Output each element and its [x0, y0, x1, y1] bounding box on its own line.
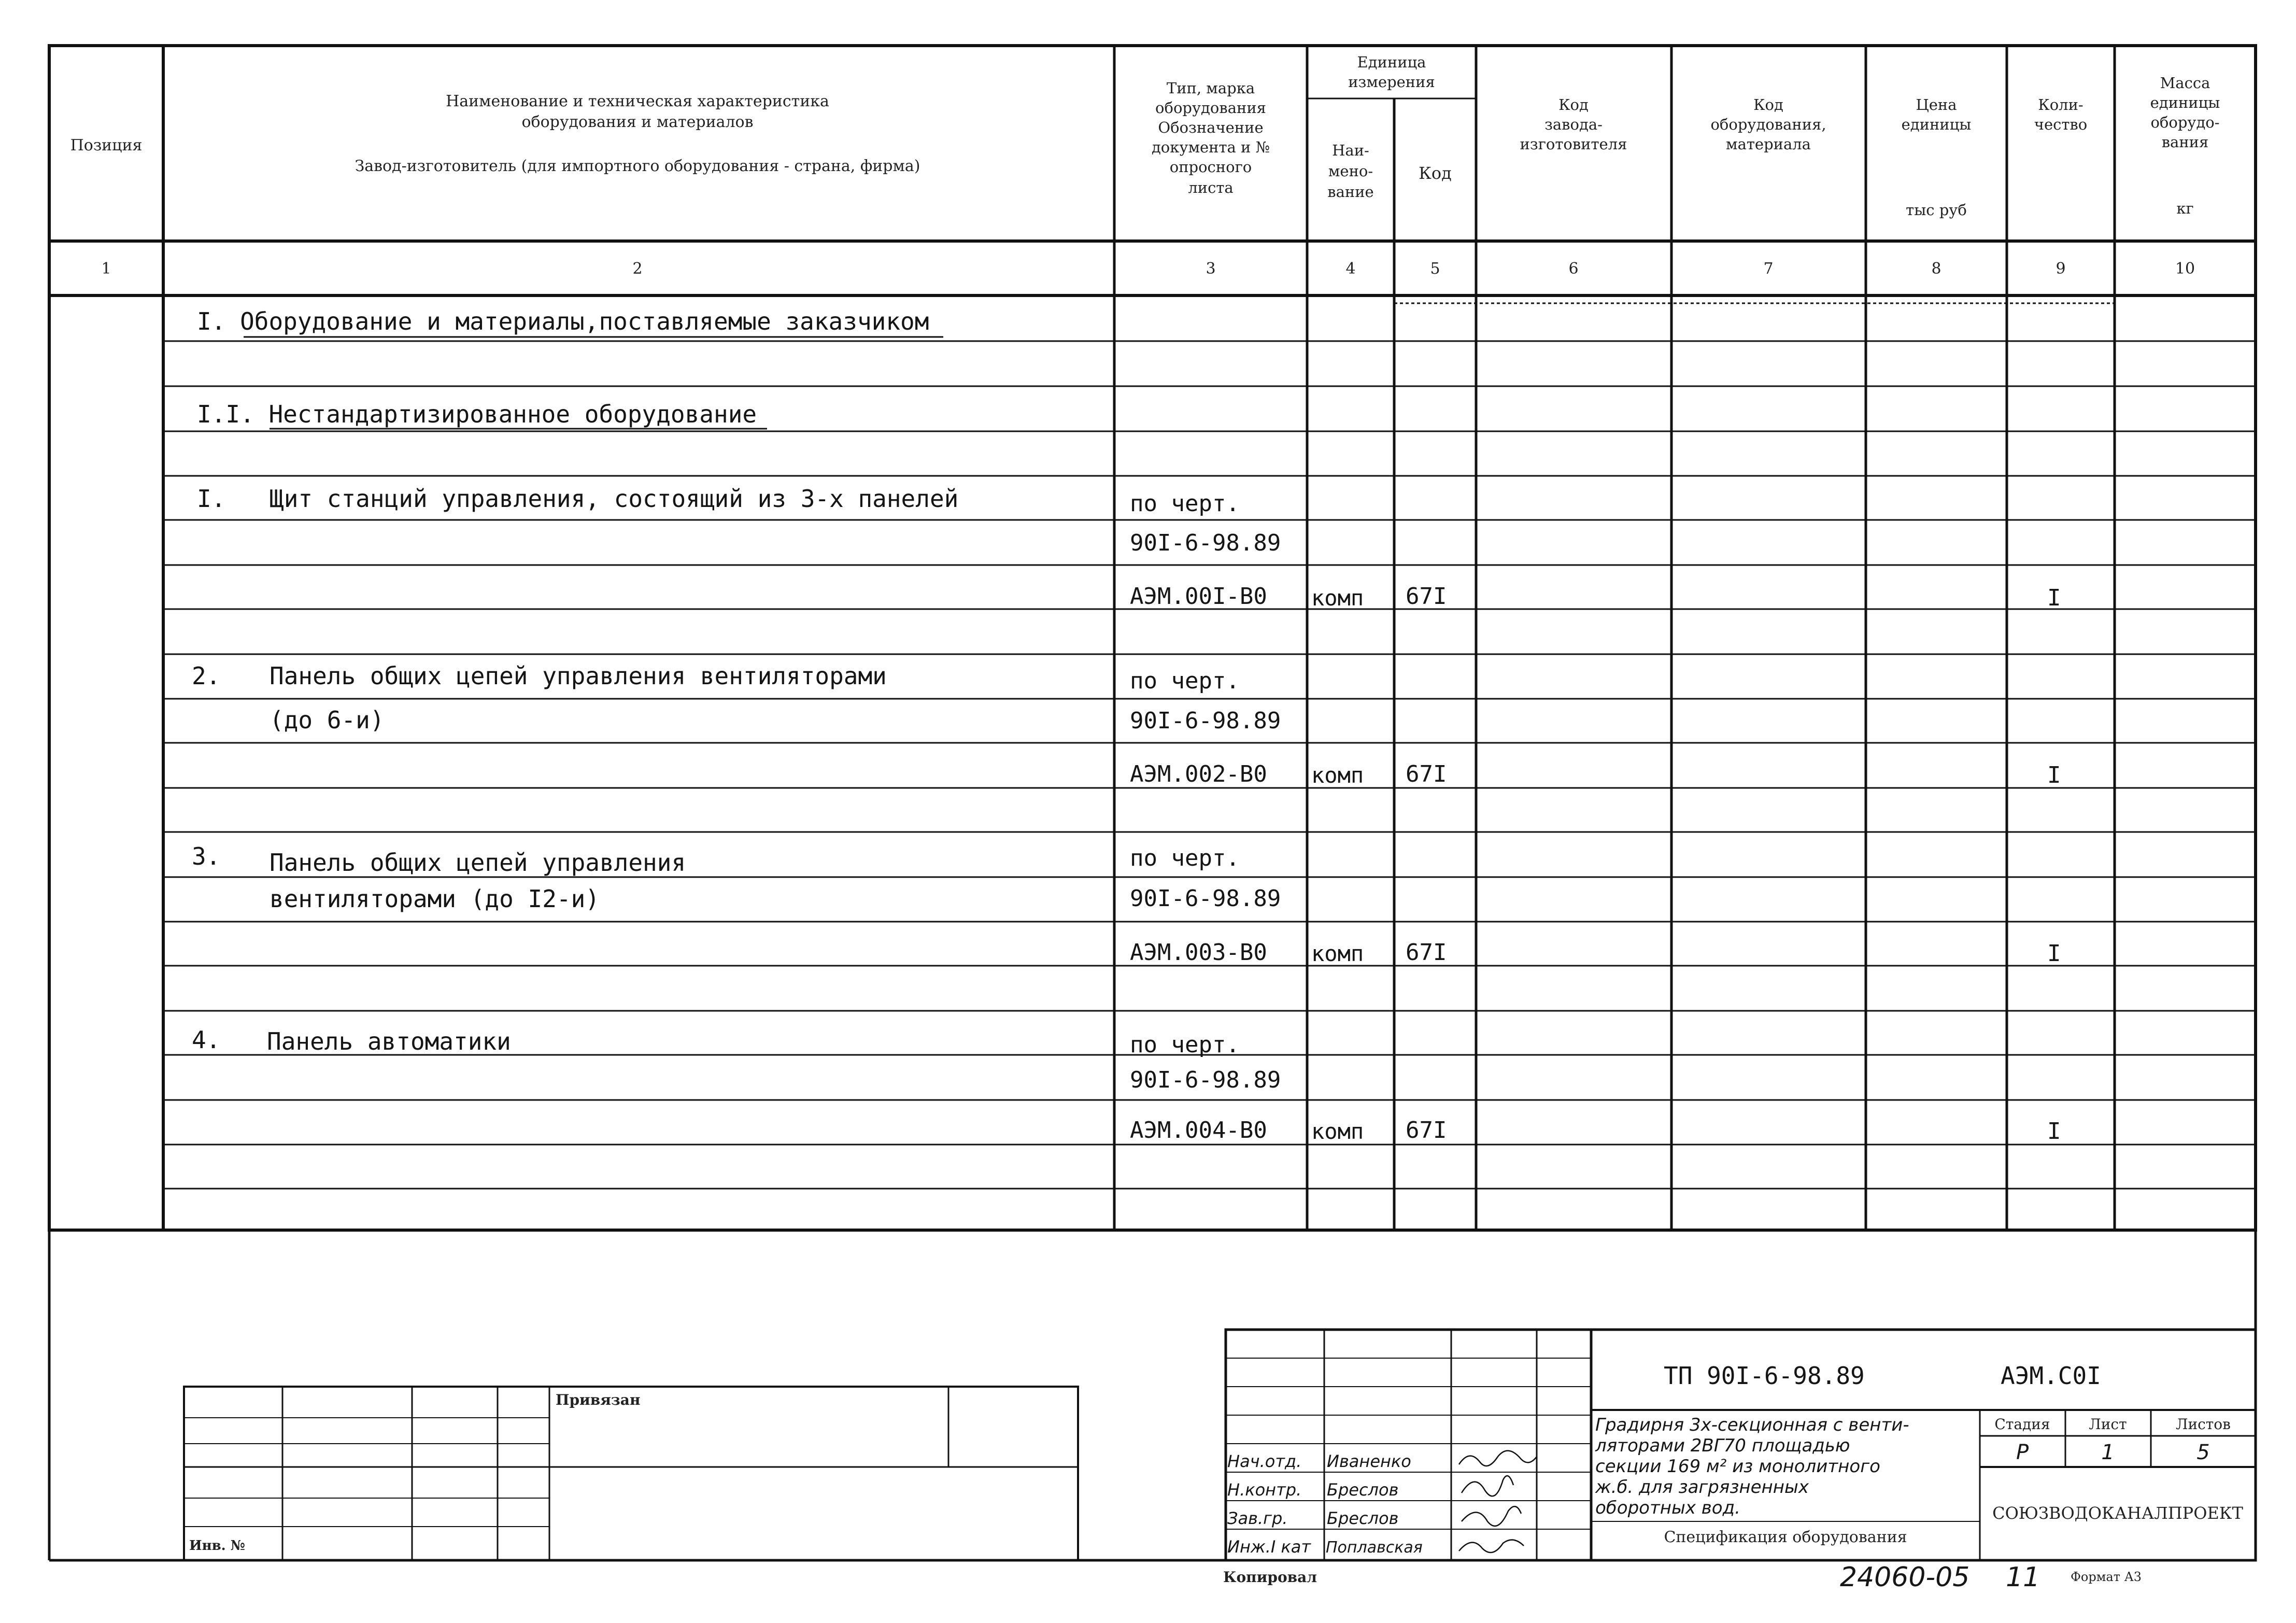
column-number: 7 — [1763, 260, 1774, 278]
item-doc: 90I-6-98.89 — [1130, 885, 1281, 912]
project-title-line: секции 169 м² из монолитного — [1595, 1456, 1880, 1477]
project-title-line: ляторами 2ВГ70 площадью — [1595, 1435, 1850, 1456]
item-name: (до 6-и) — [270, 706, 385, 734]
sheets-label: Листов — [2176, 1416, 2231, 1433]
header-mass: Масса — [2160, 74, 2210, 92]
column-number: 10 — [2175, 260, 2195, 278]
section-title-1-1: I.I. Нестандартизированное оборудование — [197, 400, 757, 428]
header-price: единицы — [1901, 116, 1972, 133]
sheet-code: АЭМ.С0I — [2001, 1362, 2101, 1390]
header-doc-line: опросного — [1169, 158, 1252, 176]
header-doc-line: оборудования — [1155, 99, 1266, 117]
header-doc-line: Обозначение — [1158, 119, 1264, 136]
item-name: Щит станций управления, состоящий из 3-х панелей — [270, 485, 959, 513]
item-position: I. — [197, 485, 226, 513]
item-position: 2. — [192, 662, 221, 690]
role-label: Инж.I кат — [1227, 1537, 1311, 1557]
item-position: 3. — [192, 842, 221, 870]
table-header — [70, 53, 2220, 219]
table-row — [192, 1026, 2061, 1145]
header-mass-unit: кг — [2176, 200, 2194, 217]
archive-sheet: 11 — [2006, 1562, 2040, 1593]
signer-name: Бреслов — [1327, 1480, 1399, 1500]
column-number: 4 — [1345, 260, 1356, 278]
table-row — [192, 662, 2061, 788]
header-quantity: Коли- — [2038, 96, 2084, 114]
item-position: 4. — [192, 1026, 221, 1054]
header-factory-code: завода- — [1544, 116, 1603, 133]
item-unit: комп — [1311, 1119, 1364, 1144]
document-code: ТП 90I-6-98.89 — [1664, 1362, 1865, 1390]
header-name-line3: Завод-изготовитель (для импортного оборудования - страна, фирма) — [355, 157, 920, 175]
signature-marks — [1459, 1451, 1537, 1553]
project-title-line: оборотных вод. — [1595, 1498, 1740, 1518]
item-name: Панель автоматики — [267, 1027, 511, 1055]
item-doc: АЭМ.004-В0 — [1130, 1117, 1267, 1144]
column-numbers — [101, 260, 2195, 278]
header-doc-line: листа — [1188, 179, 1234, 196]
header-name-line1: Наименование и техническая характеристика — [446, 92, 829, 110]
header-factory-code: изготовителя — [1520, 135, 1627, 153]
item-qty: I — [2047, 762, 2061, 788]
kopiroval-label: Копировал — [1223, 1569, 1317, 1586]
item-doc: АЭМ.003-В0 — [1130, 939, 1267, 966]
item-name: вентиляторами (до I2-и) — [270, 885, 600, 913]
item-doc: по черт. — [1130, 668, 1240, 694]
header-unit: Единица — [1357, 53, 1426, 71]
project-title-line: Градирня 3х-секционная с венти- — [1595, 1415, 1909, 1435]
sheet-value: 1 — [2101, 1441, 2115, 1464]
stage-value: Р — [2016, 1441, 2029, 1464]
item-doc: 90I-6-98.89 — [1130, 530, 1281, 556]
privyazan-label: Привязан — [556, 1391, 641, 1408]
inventory-label: Инв. № — [189, 1538, 246, 1554]
item-code: 67I — [1406, 939, 1447, 966]
table-row — [197, 485, 2061, 611]
item-qty: I — [2047, 1118, 2061, 1145]
header-factory-code: Код — [1558, 96, 1589, 114]
item-code: 67I — [1406, 761, 1447, 787]
item-unit: комп — [1311, 763, 1364, 788]
column-number: 8 — [1931, 260, 1941, 278]
item-unit: комп — [1311, 941, 1364, 966]
item-doc: АЭМ.002-В0 — [1130, 761, 1267, 787]
header-price: Цена — [1916, 96, 1957, 114]
outer-frame — [49, 1230, 2256, 1560]
header-unit-name: вание — [1327, 183, 1374, 201]
header-quantity: чество — [2034, 116, 2088, 133]
item-qty: I — [2047, 585, 2061, 611]
format-label: Формат А3 — [2071, 1570, 2142, 1584]
organization: СОЮЗВОДОКАНАЛПРОЕКТ — [1992, 1503, 2243, 1523]
header-unit-name: мено- — [1328, 162, 1373, 180]
stage-label: Стадия — [1994, 1416, 2050, 1433]
spec-title: Спецификация оборудования — [1664, 1528, 1907, 1546]
item-code: 67I — [1406, 583, 1447, 610]
project-title-line: ж.б. для загрязненных — [1595, 1477, 1809, 1498]
signer-name: Иваненко — [1327, 1451, 1411, 1471]
header-price-unit: тыс руб — [1906, 201, 1967, 219]
header-doc-line: Тип, марка — [1166, 79, 1255, 97]
item-unit: комп — [1311, 585, 1364, 611]
item-doc: по черт. — [1130, 490, 1240, 517]
column-number: 9 — [2056, 260, 2066, 278]
column-number: 6 — [1568, 260, 1579, 278]
header-unit-name: Наи- — [1332, 142, 1369, 159]
header-unit-code: Код — [1419, 163, 1452, 183]
item-code: 67I — [1406, 1117, 1447, 1144]
header-name-line2: оборудования и материалов — [521, 113, 754, 131]
column-number: 3 — [1206, 260, 1216, 278]
table-row — [192, 842, 2061, 967]
header-doc-line: документа и № — [1151, 138, 1270, 156]
item-doc: 90I-6-98.89 — [1130, 708, 1281, 734]
item-doc: по черт. — [1130, 1032, 1240, 1058]
item-doc: по черт. — [1130, 845, 1240, 871]
role-label: Н.контр. — [1227, 1480, 1302, 1500]
sheet-label: Лист — [2089, 1416, 2127, 1433]
column-number: 1 — [101, 260, 111, 278]
binding-stamp — [184, 1387, 1078, 1560]
archive-number: 24060-05 — [1840, 1562, 1970, 1593]
sheets-value: 5 — [2196, 1441, 2210, 1464]
role-label: Зав.гр. — [1227, 1508, 1288, 1528]
signer-name: Бреслов — [1327, 1508, 1399, 1528]
column-number: 5 — [1430, 260, 1440, 278]
header-equipment-code: Код — [1753, 96, 1783, 114]
role-label: Нач.отд. — [1227, 1451, 1302, 1471]
footer — [1223, 1562, 2142, 1593]
header-position: Позиция — [70, 136, 143, 154]
header-mass: оборудо- — [2150, 114, 2220, 131]
header-equipment-code: оборудования, — [1710, 116, 1826, 133]
column-number: 2 — [632, 260, 643, 278]
header-mass: вания — [2161, 133, 2209, 151]
section-heading — [197, 307, 943, 429]
item-qty: I — [2047, 940, 2061, 967]
header-mass: единицы — [2150, 94, 2220, 111]
item-doc: АЭМ.00I-В0 — [1130, 583, 1267, 610]
item-doc: 90I-6-98.89 — [1130, 1067, 1281, 1093]
item-name: Панель общих цепей управления — [270, 849, 686, 877]
title-block — [1226, 1330, 2256, 1560]
signer-name: Поплавская — [1326, 1539, 1423, 1557]
item-name: Панель общих цепей управления вентиляторами — [270, 662, 887, 690]
header-unit: измерения — [1348, 73, 1435, 91]
section-title-1: I. Оборудование и материалы,поставляемые заказчиком — [197, 307, 929, 335]
header-equipment-code: материала — [1726, 135, 1811, 153]
